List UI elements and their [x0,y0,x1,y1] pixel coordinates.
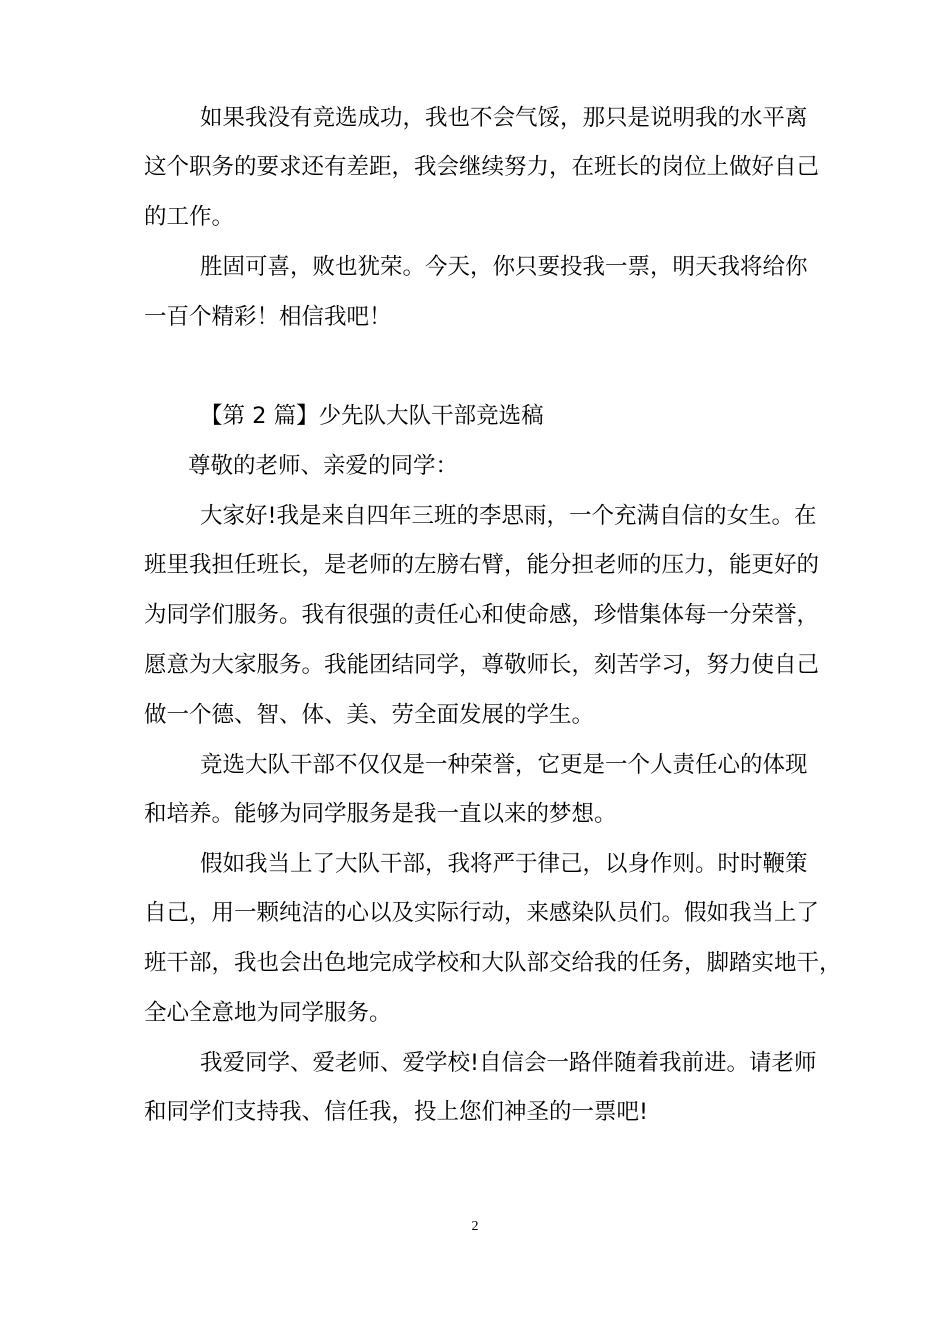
paragraph-line: 假如我当上了大队干部，我将严于律己，以身作则。时时鞭策 [200,851,808,877]
paragraph-line: 为同学们服务。我有很强的责任心和使命感，珍惜集体每一分荣誉， [144,602,820,628]
paragraph-line: 胜固可喜，败也犹荣。今天，你只要投我一票，明天我将给你 [200,254,808,280]
paragraph-line: 和培养。能够为同学服务是我一直以来的梦想。 [144,801,617,827]
section-heading: 【第 2 篇】少先队大队干部竞选稿 [200,403,544,429]
paragraph-line: 全心全意地为同学服务。 [144,1000,392,1026]
paragraph-line: 班里我担任班长，是老师的左膀右臂，能分担老师的压力，能更好的 [144,552,820,578]
paragraph-line: 班干部，我也会出色地完成学校和大队部交给我的任务，脚踏实地干， [144,950,842,976]
paragraph-line: 如果我没有竞选成功，我也不会气馁，那只是说明我的水平离 [200,105,808,131]
paragraph-line: 和同学们支持我、信任我，投上您们神圣的一票吧! [144,1099,649,1125]
paragraph-line: 做一个德、智、体、美、劳全面发展的学生。 [144,702,595,728]
paragraph-line: 这个职务的要求还有差距，我会继续努力，在班长的岗位上做好自己 [144,154,820,180]
paragraph-line: 自己，用一颗纯洁的心以及实际行动，来感染队员们。假如我当上了 [144,900,820,926]
paragraph-line: 愿意为大家服务。我能团结同学，尊敬师长，刻苦学习，努力使自己 [144,652,820,678]
salutation: 尊敬的老师、亲爱的同学： [188,453,459,479]
paragraph-line: 我爱同学、爱老师、爱学校!自信会一路伴随着我前进。请老师 [200,1050,817,1076]
page-number: 2 [471,1219,479,1234]
paragraph-line: 一百个精彩！相信我吧！ [144,304,392,330]
paragraph-line: 大家好!我是来自四年三班的李思雨，一个充满自信的女生。在 [200,503,817,529]
paragraph-line: 竞选大队干部不仅仅是一种荣誉，它更是一个人责任心的体现 [200,752,808,778]
paragraph-line: 的工作。 [144,204,235,230]
